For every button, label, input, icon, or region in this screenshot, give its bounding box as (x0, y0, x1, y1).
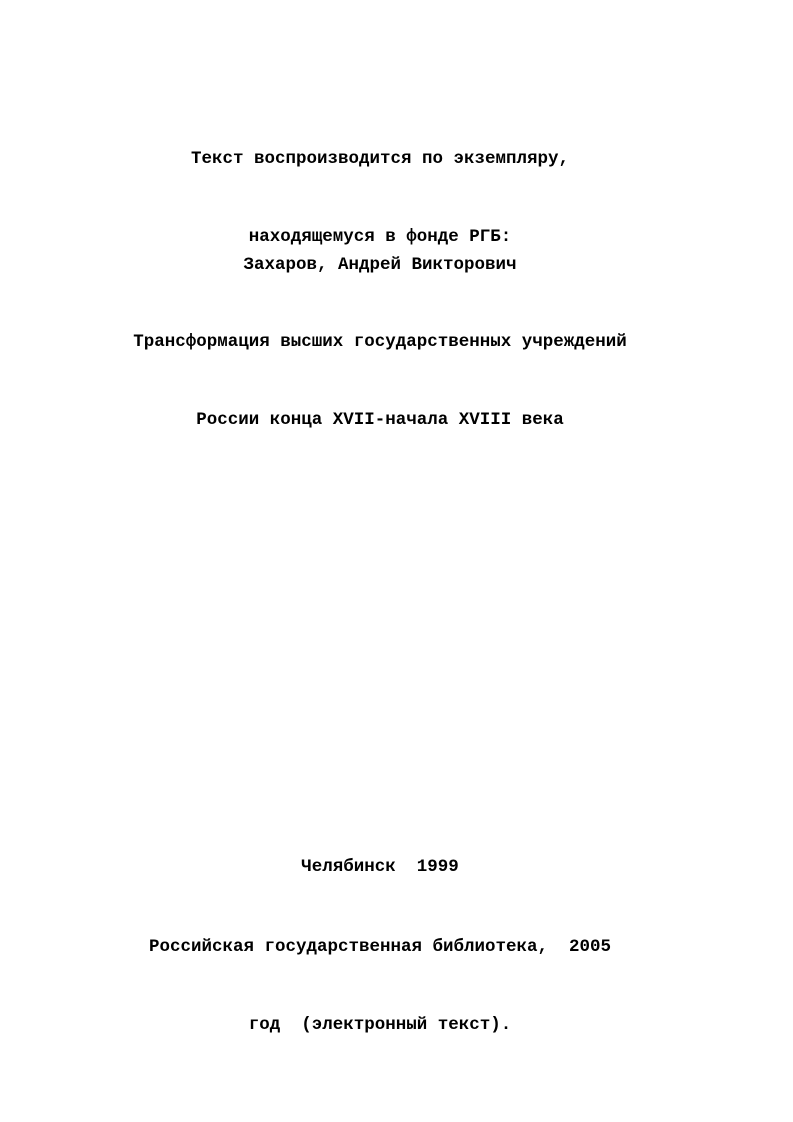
library-copyright (0, 882, 760, 1064)
library-copyright-line-1: Российская государственная библиотека, 2005 (148, 937, 612, 957)
document-title-line-1: Трансформация высших государственных учреждений (133, 332, 627, 352)
place-and-year-text: Челябинск 1999 (301, 857, 459, 877)
document-title (0, 277, 760, 459)
source-notice-line-1: Текст воспроизводится по экземпляру, (190, 149, 570, 169)
source-notice-line-2: находящемуся в фонде РГБ: (248, 227, 512, 247)
document-title-line-2: России конца XVII-начала XVIII века (196, 410, 564, 430)
library-copyright-line-2: год (электронный текст). (248, 1015, 512, 1035)
author-name-text: Захаров, Андрей Викторович (243, 255, 517, 275)
